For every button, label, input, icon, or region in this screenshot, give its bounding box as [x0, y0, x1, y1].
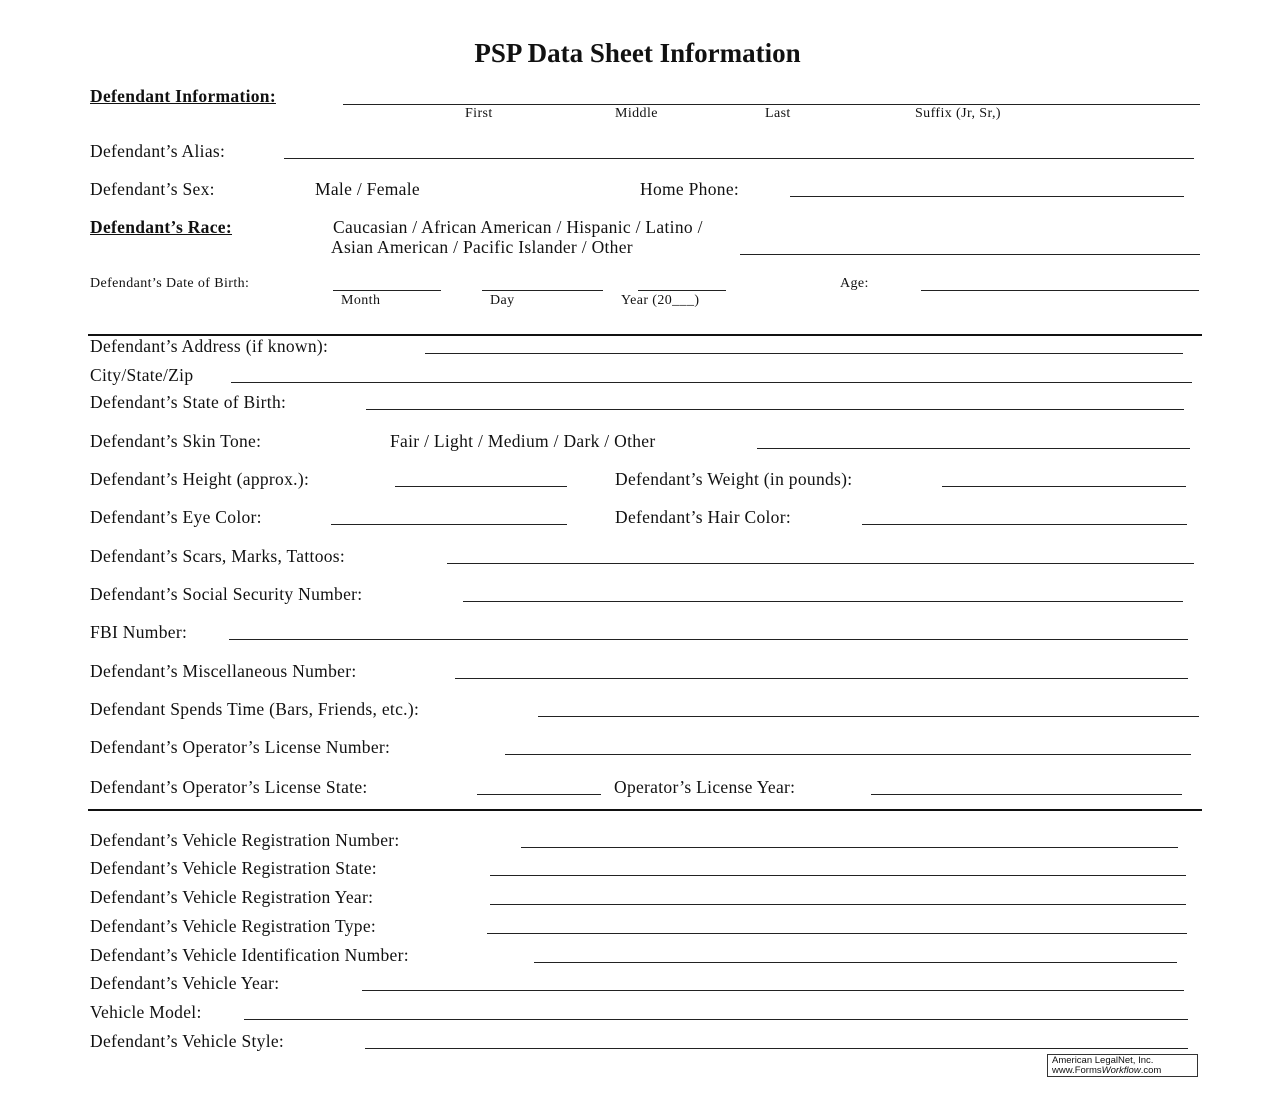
- logo-url-part: .com: [1140, 1065, 1162, 1076]
- sex-options[interactable]: Male / Female: [315, 179, 420, 199]
- name-field[interactable]: [343, 104, 1200, 105]
- veh-model-field[interactable]: [244, 1019, 1188, 1020]
- veh-reg-state-label: Defendant’s Vehicle Registration State:: [90, 858, 377, 878]
- veh-style-label: Defendant’s Vehicle Style:: [90, 1031, 285, 1051]
- ol-year-label: Operator’s License Year:: [614, 777, 796, 797]
- ol-year-field[interactable]: [871, 794, 1182, 795]
- scars-label: Defendant’s Scars, Marks, Tattoos:: [90, 546, 346, 566]
- sex-label: Defendant’s Sex:: [90, 179, 215, 199]
- logo-line-2: [1052, 1066, 1197, 1076]
- veh-reg-type-label: Defendant’s Vehicle Registration Type:: [90, 916, 377, 936]
- fbi-field[interactable]: [229, 639, 1188, 640]
- misc-field[interactable]: [455, 678, 1188, 679]
- alias-field[interactable]: [284, 158, 1194, 159]
- weight-label: Defendant’s Weight (in pounds):: [615, 469, 853, 489]
- suffix-caption: Suffix (Jr, Sr,): [915, 106, 1001, 121]
- hair-field[interactable]: [862, 524, 1187, 525]
- vin-field[interactable]: [534, 962, 1177, 963]
- dob-label: Defendant’s Date of Birth:: [90, 276, 250, 291]
- fbi-label: FBI Number:: [90, 622, 188, 642]
- dob-year-field[interactable]: [638, 290, 726, 291]
- scars-field[interactable]: [447, 563, 1194, 564]
- veh-reg-num-label: Defendant’s Vehicle Registration Number:: [90, 830, 400, 850]
- dob-month-field[interactable]: [333, 290, 441, 291]
- ol-state-label: Defendant’s Operator’s License State:: [90, 777, 368, 797]
- veh-reg-type-field[interactable]: [487, 933, 1187, 934]
- dob-day-field[interactable]: [482, 290, 603, 291]
- alias-label: Defendant’s Alias:: [90, 141, 226, 161]
- vin-label: Defendant’s Vehicle Identification Number:: [90, 945, 409, 965]
- city-field[interactable]: [231, 382, 1192, 383]
- day-caption: Day: [490, 293, 515, 308]
- year-caption: Year (20___): [621, 293, 700, 308]
- height-field[interactable]: [395, 486, 567, 487]
- month-caption: Month: [341, 293, 381, 308]
- defendant-info-label: Defendant Information:: [90, 86, 276, 106]
- weight-field[interactable]: [942, 486, 1186, 487]
- age-label: Age:: [840, 276, 869, 291]
- age-field[interactable]: [921, 290, 1199, 291]
- misc-label: Defendant’s Miscellaneous Number:: [90, 661, 357, 681]
- state-birth-label: Defendant’s State of Birth:: [90, 392, 287, 412]
- logo-url-part: www.Forms: [1052, 1065, 1102, 1076]
- race-label: Defendant’s Race:: [90, 217, 232, 237]
- ssn-label: Defendant’s Social Security Number:: [90, 584, 363, 604]
- address-label: Defendant’s Address (if known):: [90, 336, 329, 356]
- veh-style-field[interactable]: [365, 1048, 1188, 1049]
- spends-label: Defendant Spends Time (Bars, Friends, etc.):: [90, 699, 420, 719]
- address-field[interactable]: [425, 353, 1183, 354]
- ol-number-field[interactable]: [505, 754, 1191, 755]
- skin-other-field[interactable]: [757, 448, 1190, 449]
- spends-field[interactable]: [538, 716, 1199, 717]
- state-birth-field[interactable]: [366, 409, 1184, 410]
- veh-reg-num-field[interactable]: [521, 847, 1178, 848]
- veh-year-label: Defendant’s Vehicle Year:: [90, 973, 280, 993]
- page-title: PSP Data Sheet Information: [474, 38, 801, 68]
- middle-caption: Middle: [615, 106, 658, 121]
- veh-reg-year-field[interactable]: [490, 904, 1186, 905]
- skin-options[interactable]: Fair / Light / Medium / Dark / Other: [390, 431, 656, 451]
- logo-url-part: Workflow: [1101, 1065, 1141, 1076]
- publisher-logo: [1047, 1054, 1198, 1077]
- home-phone-field[interactable]: [790, 196, 1184, 197]
- home-phone-label: Home Phone:: [640, 179, 740, 199]
- race-options-2[interactable]: Asian American / Pacific Islander / Other: [331, 237, 633, 257]
- ol-number-label: Defendant’s Operator’s License Number:: [90, 737, 391, 757]
- logo-line-1: American LegalNet, Inc.: [1052, 1055, 1154, 1066]
- veh-reg-year-label: Defendant’s Vehicle Registration Year:: [90, 887, 374, 907]
- ol-state-field[interactable]: [477, 794, 601, 795]
- race-other-field[interactable]: [740, 254, 1200, 255]
- city-label: City/State/Zip: [90, 365, 194, 385]
- section-divider: [88, 809, 1202, 811]
- race-options-1[interactable]: Caucasian / African American / Hispanic / Latino /: [333, 217, 703, 237]
- eye-field[interactable]: [331, 524, 567, 525]
- veh-year-field[interactable]: [362, 990, 1184, 991]
- hair-label: Defendant’s Hair Color:: [615, 507, 792, 527]
- ssn-field[interactable]: [463, 601, 1183, 602]
- height-label: Defendant’s Height (approx.):: [90, 469, 310, 489]
- skin-label: Defendant’s Skin Tone:: [90, 431, 262, 451]
- veh-model-label: Vehicle Model:: [90, 1002, 202, 1022]
- eye-label: Defendant’s Eye Color:: [90, 507, 262, 527]
- first-caption: First: [465, 106, 493, 121]
- veh-reg-state-field[interactable]: [490, 875, 1186, 876]
- last-caption: Last: [765, 106, 791, 121]
